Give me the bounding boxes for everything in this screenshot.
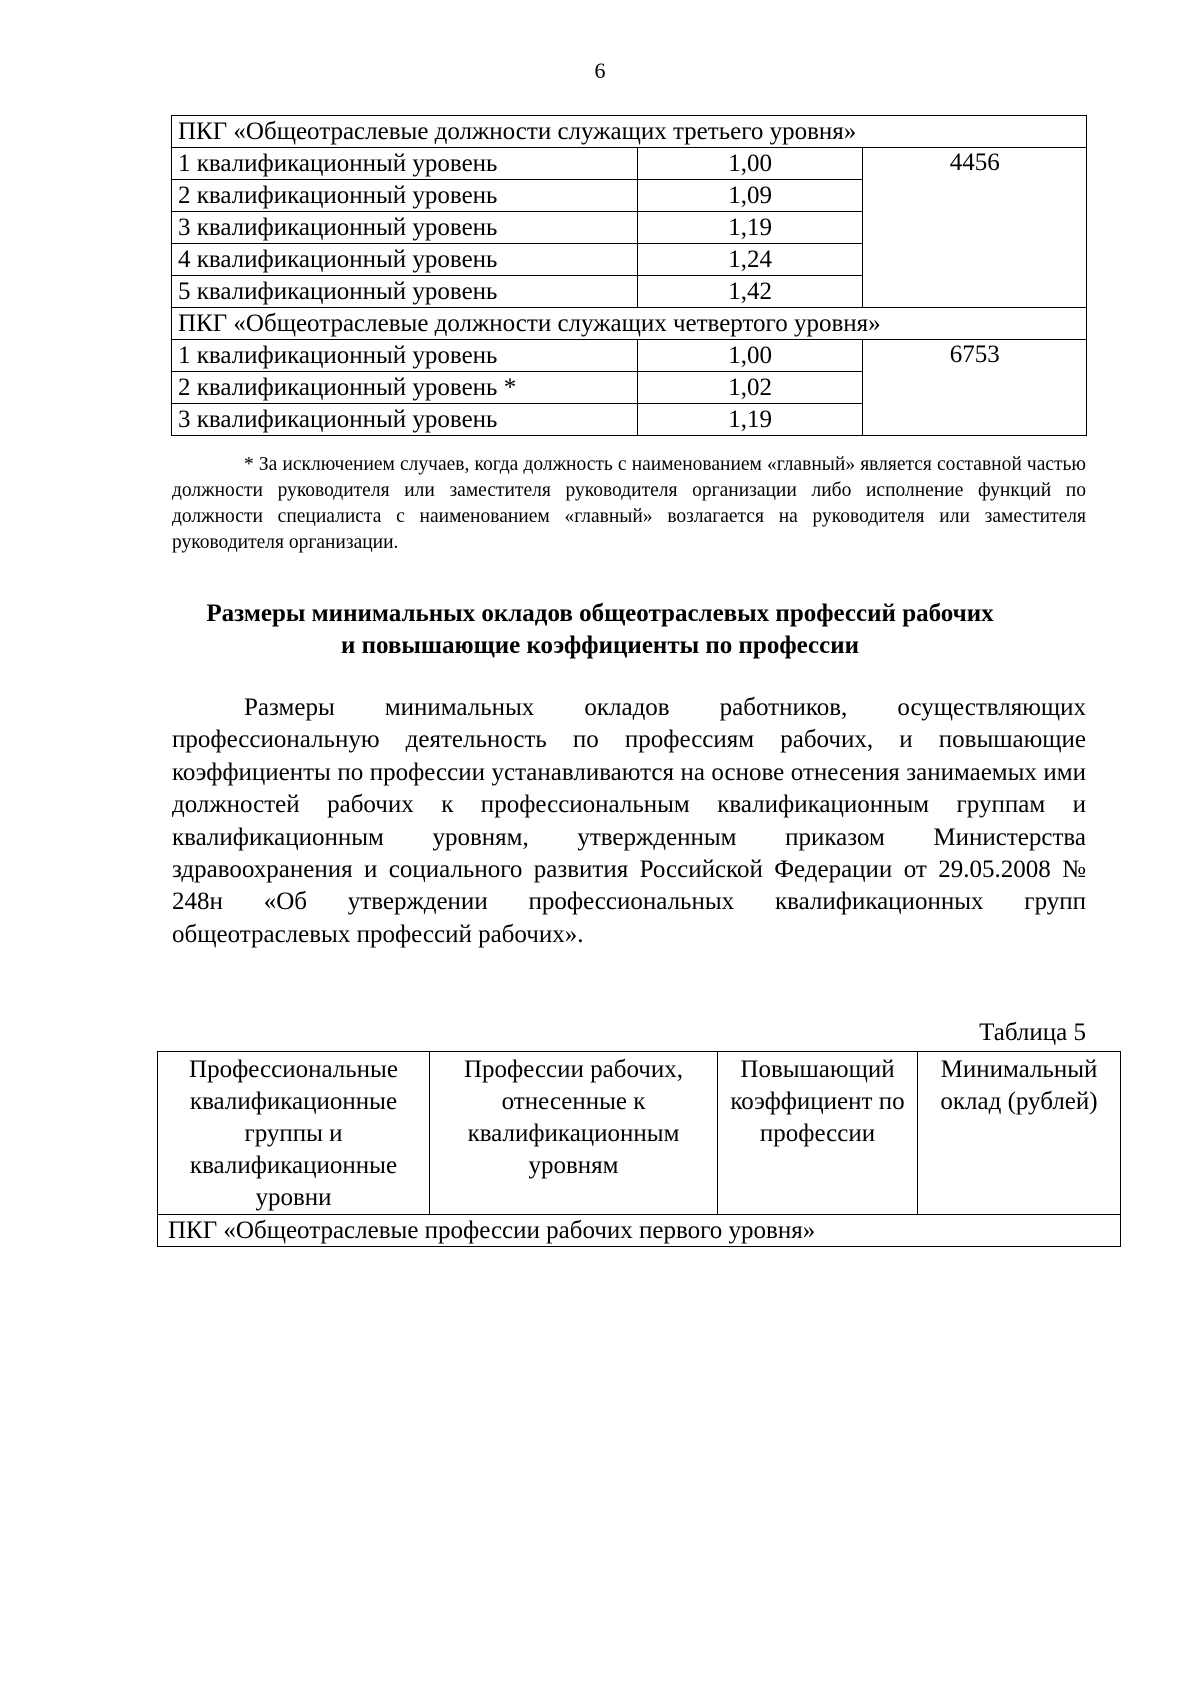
level-cell: 3 квалификационный уровень [172,212,638,244]
coefficient-cell: 1,02 [637,372,863,404]
group-title: ПКГ «Общеотраслевые должности служащих четвертого уровня» [172,308,1087,340]
coefficient-cell: 1,19 [637,404,863,436]
coefficient-cell: 1,00 [637,340,863,372]
coefficient-cell: 1,42 [637,276,863,308]
level-cell: 4 квалификационный уровень [172,244,638,276]
column-header: Минимальный оклад (рублей) [918,1052,1121,1215]
group-row [158,1215,1121,1247]
section-heading [150,598,1050,662]
group-title: ПКГ «Общеотраслевые профессии рабочих первого уровня» [158,1215,1121,1247]
section-heading-line: Размеры минимальных окладов общеотраслевых профессий рабочих [206,600,994,627]
salary-cell: 4456 [863,148,1087,308]
column-header: Профессии рабочих, отнесенные к квалификационным уровням [430,1052,718,1215]
level-cell: 1 квалификационный уровень [172,340,638,372]
salary-cell: 6753 [863,340,1087,436]
table-caption: Таблица 5 [979,1019,1086,1046]
column-header: Профессиональные квалификационные группы и квалификационные уровни [158,1052,430,1215]
coefficient-cell: 1,19 [637,212,863,244]
coefficient-cell: 1,24 [637,244,863,276]
table-header-row [158,1052,1121,1215]
group-title: ПКГ «Общеотраслевые должности служащих третьего уровня» [172,116,1087,148]
table-row [172,340,1087,372]
group-row [172,308,1087,340]
coefficient-cell: 1,09 [637,180,863,212]
group-row [172,116,1087,148]
level-cell: 1 квалификационный уровень [172,148,638,180]
level-cell: 2 квалификационный уровень [172,180,638,212]
coefficient-cell: 1,00 [637,148,863,180]
table-row [172,148,1087,180]
page-number: 6 [594,58,606,83]
footnote: * За исключением случаев, когда должность с наименованием «главный» является составной частью должности руководителя или заместителя руководителя организации либо исполнение функций по должности специалиста с наименованием «главный» возлагается на руководителя или заместителя руководителя организации. [172,454,1086,553]
intro-paragraph: Размеры минимальных окладов работников, осуществляющих профессиональную деятельность по профессиям рабочих, и повышающие коэффициенты по профессии устанавливаются на основе отнесения занимаемых ими должностей рабочих к профессиональным квалификационным группам и квалификационным уровням, утвержденным приказом Министерства здравоохранения и социального развития Российской Федерации от 29.05.2008 № 248н «Об утверждении профессиональных квалификационных групп общеотраслевых профессий рабочих». [172,694,1086,948]
salary-coefficient-table-continuation [171,115,1087,436]
section-heading-line: и повышающие коэффициенты по профессии [340,632,860,659]
level-cell: 5 квалификационный уровень [172,276,638,308]
workers-professions-table [157,1051,1121,1247]
level-cell: 3 квалификационный уровень [172,404,638,436]
level-cell: 2 квалификационный уровень * [172,372,638,404]
column-header: Повышающий коэффициент по профессии [718,1052,918,1215]
